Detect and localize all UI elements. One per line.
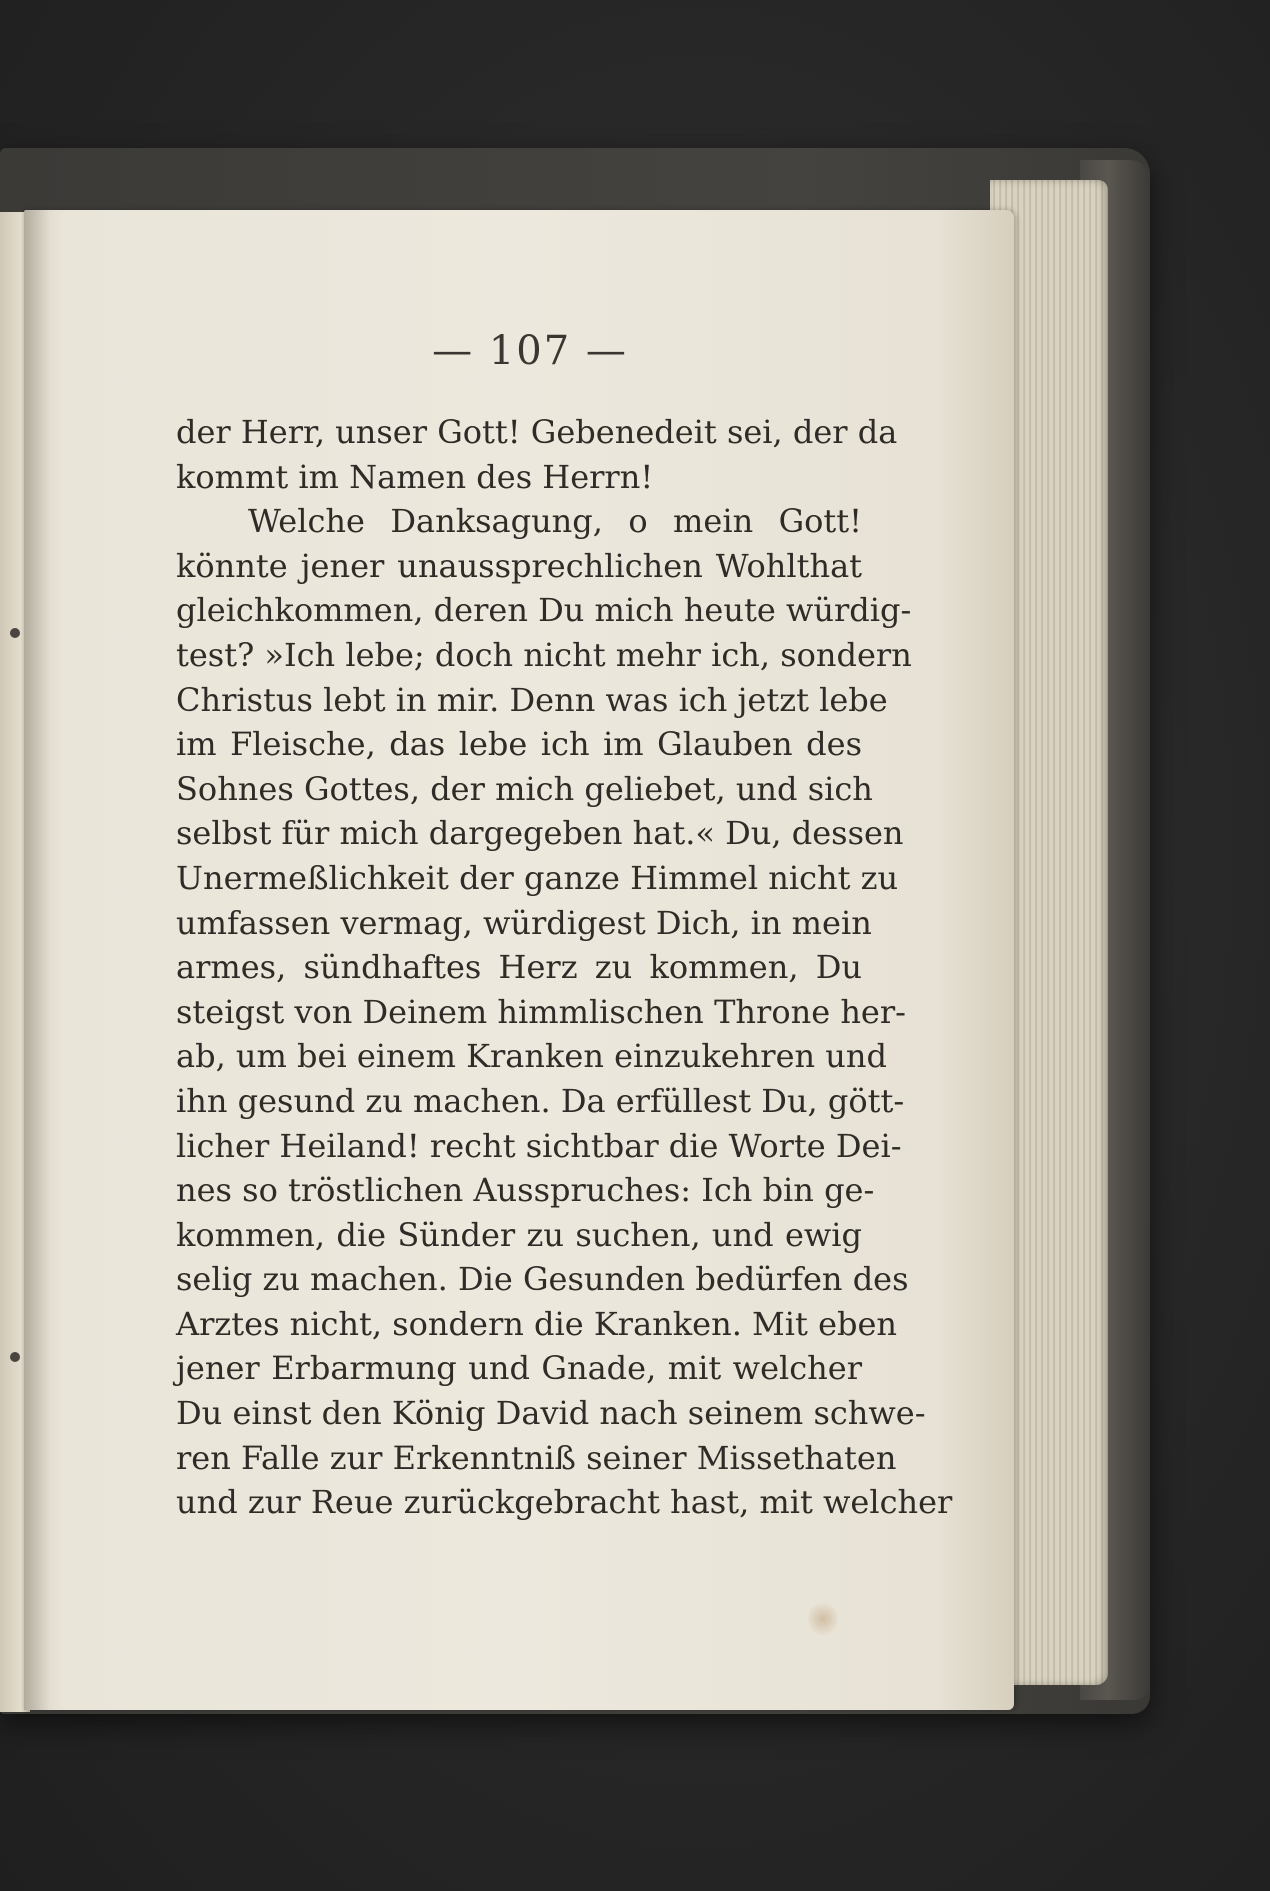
text-line: kommt im Namen des Herrn! xyxy=(176,457,654,496)
text-line: Sohnes Gottes, der mich geliebet, und sich xyxy=(176,769,873,808)
text-line: Unermeßlichkeit der ganze Himmel nicht zu xyxy=(176,858,899,897)
text-line: ihn gesund zu machen. Da erfüllest Du, gött- xyxy=(176,1081,905,1120)
text-line: selbst für mich dargegeben hat.« Du, dessen xyxy=(176,814,904,853)
body-text xyxy=(176,410,953,1525)
binding-stitch-icon xyxy=(10,628,20,638)
text-line: steigst von Deinem himmlischen Throne her- xyxy=(176,992,906,1031)
text-line: test? »Ich lebe; doch nicht mehr ich, sondern xyxy=(176,635,912,674)
page-stain xyxy=(808,1602,838,1636)
text-line: gleichkommen, deren Du mich heute würdig- xyxy=(176,591,912,630)
text-line: Christus lebt in mir. Denn was ich jetzt lebe xyxy=(176,680,888,719)
text-line: der Herr, unser Gott! Gebenedeit sei, der da xyxy=(176,413,898,451)
page-number: — 107 — xyxy=(432,328,628,374)
text-line: Du einst den König David nach seinem schwe- xyxy=(176,1394,926,1433)
text-line: nes so tröstlichen Ausspruches: Ich bin ge- xyxy=(176,1171,875,1210)
text-line: ab, um bei einem Kranken einzukehren und xyxy=(176,1037,887,1076)
text-line: licher Heiland! recht sichtbar die Worte Dei- xyxy=(176,1126,902,1165)
text-line: jener Erbarmung und Gnade, mit welcher xyxy=(176,1349,862,1388)
text-line: im Fleische, das lebe ich im Glauben des xyxy=(176,725,862,764)
text-line: armes, sündhaftes Herz zu kommen, Du xyxy=(176,948,862,987)
spine-shadow xyxy=(24,210,50,1710)
binding-stitch-icon xyxy=(10,1352,20,1362)
text-line: kommen, die Sünder zu suchen, und ewig xyxy=(176,1215,862,1254)
text-line: ren Falle zur Erkenntniß seiner Missethaten xyxy=(176,1438,897,1477)
text-line: selig zu machen. Die Gesunden bedürfen des xyxy=(176,1260,909,1299)
text-line: und zur Reue zurückgebracht hast, mit welcher xyxy=(176,1483,953,1522)
text-line: könnte jener unaussprechlichen Wohlthat xyxy=(176,546,862,585)
text-line: Arztes nicht, sondern die Kranken. Mit eben xyxy=(176,1304,898,1343)
text-line: Welche Danksagung, o mein Gott! xyxy=(248,502,862,541)
text-line: umfassen vermag, würdigest Dich, in mein xyxy=(176,903,872,942)
